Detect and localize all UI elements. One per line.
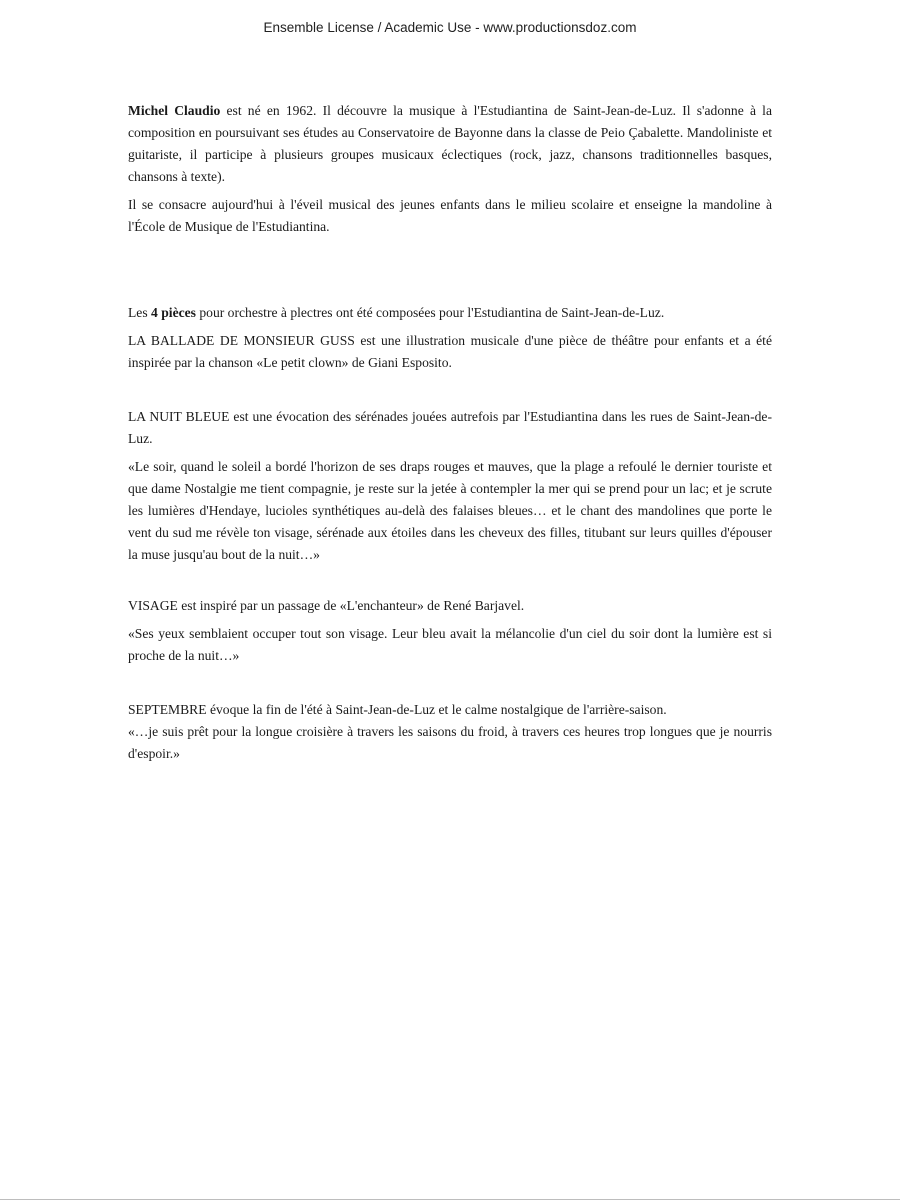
bio-paragraph-1 [128, 100, 772, 188]
nuit-bleue-description: LA NUIT BLEUE est une évocation des sérénades jouées autrefois par l'Estudiantina dans les rues de Saint-Jean-de-Luz. [128, 409, 772, 446]
pieces-count: 4 pièces [151, 305, 196, 320]
septembre-quote: «…je suis prêt pour la longue croisière à travers les saisons du froid, à travers ces heures trop longues que je nourris d'espoir.» [128, 724, 772, 761]
septembre-description: SEPTEMBRE évoque la fin de l'été à Saint-Jean-de-Luz et le calme nostalgique de l'arrière-saison. [128, 702, 667, 717]
document-body [128, 100, 772, 771]
nuit-bleue-quote: «Le soir, quand le soleil a bordé l'horizon de ses draps rouges et mauves, que la plage a refoulé le dernier touriste et que dame Nostalgie me tient compagnie, je reste sur la jetée à contempler la mer qui se prend pour un lac; et je scrute les lumières d'Hendaye, lucioles synthétiques au-delà des falaises bleues… et le chant des mandolines que porte le vent du sud me révèle ton visage, sérénade aux étoiles dans les cheveux des filles, titubant sur leurs quilles d'épouser la muse jusqu'au bout de la nuit…» [128, 459, 772, 562]
pieces-intro [128, 302, 772, 324]
bio-paragraph-2: Il se consacre aujourd'hui à l'éveil musical des jeunes enfants dans le milieu scolaire et enseigne la mandoline à l'École de Musique de l'Estudiantina. [128, 197, 772, 234]
author-name: Michel Claudio [128, 103, 221, 118]
bio-paragraph-1-text: est né en 1962. Il découvre la musique à l'Estudiantina de Saint-Jean-de-Luz. Il s'adonne à la composition en poursuivant ses études au Conservatoire de Bayonne dans la classe de Peio Çabalette. Mandoliniste et guitariste, il participe à plusieurs groupes musicaux éclectiques (rock, jazz, chansons traditionnelles basques, chansons à texte). [128, 103, 772, 184]
ballade-description: LA BALLADE DE MONSIEUR GUSS est une illustration musicale d'une pièce de théâtre pour enfants et a été inspirée par la chanson «Le petit clown» de Giani Esposito. [128, 333, 772, 370]
pieces-intro-after: pour orchestre à plectres ont été composées pour l'Estudiantina de Saint-Jean-de-Luz. [195, 305, 665, 320]
license-header: Ensemble License / Academic Use - www.productionsdoz.com [263, 20, 637, 35]
visage-quote: «Ses yeux semblaient occuper tout son visage. Leur bleu avait la mélancolie d'un ciel du soir dont la lumière est si proche de la nuit…» [128, 626, 772, 663]
visage-description: VISAGE est inspiré par un passage de «L'enchanteur» de René Barjavel. [128, 598, 525, 613]
pieces-intro-before: Les [128, 305, 152, 320]
